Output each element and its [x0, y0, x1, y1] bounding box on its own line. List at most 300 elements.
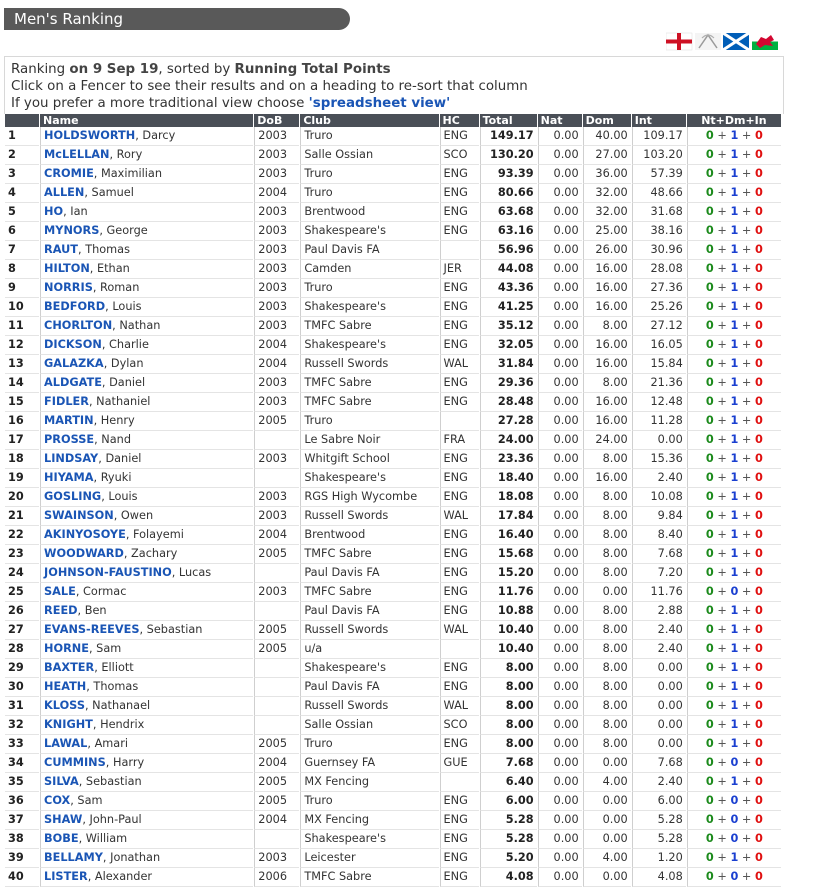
fencer-link[interactable]	[44, 433, 131, 446]
in-count: 0	[754, 414, 763, 427]
fencer-firstname-sep: ,	[135, 129, 143, 142]
fencer-link[interactable]	[44, 661, 134, 674]
club-cell: Truro	[300, 165, 438, 184]
fencer-firstname: Louis	[108, 490, 138, 503]
fencer-link[interactable]	[44, 319, 160, 332]
fencer-surname: HILTON	[44, 262, 90, 275]
fencer-firstname: Darcy	[142, 129, 176, 142]
nat-cell: 0.00	[538, 830, 582, 849]
ndi-cell	[687, 621, 781, 640]
in-count: 0	[754, 281, 763, 294]
hc-cell: ENG	[440, 393, 479, 412]
fencer-name-cell	[40, 298, 253, 317]
col-header-hc[interactable]: HC	[440, 114, 479, 127]
club-cell: Camden	[300, 260, 438, 279]
dom-cell: 8.00	[583, 564, 631, 583]
fencer-link[interactable]	[44, 471, 131, 484]
scotland-flag-icon[interactable]	[723, 33, 749, 50]
nt-count: 0	[705, 338, 714, 351]
plus-sign: +	[713, 851, 731, 864]
fencer-firstname: Elliott	[101, 661, 134, 674]
fencer-link[interactable]	[44, 452, 141, 465]
fencer-link[interactable]	[44, 566, 211, 579]
ndi-cell	[687, 773, 781, 792]
table-row	[5, 279, 781, 298]
fencer-firstname: Nathan	[119, 319, 161, 332]
dm-count: 1	[730, 471, 739, 484]
fencer-link[interactable]	[44, 699, 150, 712]
club-cell: Truro	[300, 735, 438, 754]
ndi-cell	[687, 716, 781, 735]
ndi-cell	[687, 678, 781, 697]
hc-cell: SCO	[440, 716, 479, 735]
dom-cell: 16.00	[583, 336, 631, 355]
rank-position: 3	[5, 165, 39, 184]
fencer-link[interactable]	[44, 148, 142, 161]
ndi-cell	[687, 241, 781, 260]
plus-sign: +	[738, 376, 755, 389]
col-header-pos[interactable]	[5, 114, 39, 127]
fencer-link[interactable]	[44, 547, 177, 560]
int-cell: 0.00	[632, 735, 686, 754]
fencer-firstname-sep: ,	[93, 471, 101, 484]
rank-position: 6	[5, 222, 39, 241]
dom-cell: 8.00	[583, 678, 631, 697]
fencer-name-cell	[40, 488, 253, 507]
dom-cell: 40.00	[583, 127, 631, 146]
hc-cell: WAL	[440, 355, 479, 374]
plus-sign: +	[738, 395, 755, 408]
nt-count: 0	[705, 794, 714, 807]
fencer-surname: SWAINSON	[44, 509, 114, 522]
dob-cell	[254, 564, 299, 583]
fencer-name-cell	[40, 754, 253, 773]
fencer-link[interactable]	[44, 376, 145, 389]
fencer-link[interactable]	[44, 585, 126, 598]
col-header-dom[interactable]: Dom	[583, 114, 631, 127]
hc-cell: ENG	[440, 279, 479, 298]
fencer-firstname: Harry	[112, 756, 145, 769]
int-cell: 11.76	[632, 583, 686, 602]
ndi-cell	[687, 659, 781, 678]
plus-sign: +	[713, 129, 731, 142]
int-cell: 0.00	[632, 431, 686, 450]
col-header-club[interactable]: Club	[300, 114, 438, 127]
hc-cell: ENG	[440, 811, 479, 830]
total-cell: 17.84	[480, 507, 537, 526]
table-row	[5, 640, 781, 659]
table-row	[5, 868, 781, 887]
fencer-name-cell	[40, 735, 253, 754]
dom-cell: 8.00	[583, 602, 631, 621]
fencer-link[interactable]	[44, 794, 103, 807]
fencer-link[interactable]	[44, 528, 184, 541]
hc-cell: ENG	[440, 336, 479, 355]
dob-cell: 2003	[254, 849, 299, 868]
nat-cell: 0.00	[538, 317, 582, 336]
wales-flag-icon[interactable]	[752, 33, 778, 50]
plus-sign: +	[738, 167, 755, 180]
nt-count: 0	[705, 680, 714, 693]
ireland-harp-flag-icon[interactable]	[695, 33, 721, 50]
dm-count: 1	[730, 243, 739, 256]
ndi-cell	[687, 317, 781, 336]
sort-criterion: Running Total Points	[234, 62, 391, 77]
rank-position: 1	[5, 127, 39, 146]
dom-cell: 32.00	[583, 184, 631, 203]
plus-sign: +	[738, 490, 755, 503]
plus-sign: +	[713, 414, 731, 427]
fencer-firstname: Louis	[112, 300, 142, 313]
dob-cell	[254, 659, 299, 678]
nt-count: 0	[705, 433, 714, 446]
ndi-cell	[687, 450, 781, 469]
dom-cell: 8.00	[583, 621, 631, 640]
club-cell: Le Sabre Noir	[300, 431, 438, 450]
table-row	[5, 773, 781, 792]
hc-cell: ENG	[440, 222, 479, 241]
ndi-cell	[687, 127, 781, 146]
total-cell: 63.68	[480, 203, 537, 222]
fencer-link[interactable]	[44, 186, 134, 199]
hc-cell: ENG	[440, 526, 479, 545]
rank-position: 23	[5, 545, 39, 564]
total-cell: 35.12	[480, 317, 537, 336]
plus-sign: +	[738, 756, 755, 769]
nt-count: 0	[705, 756, 714, 769]
fencer-firstname: Amari	[94, 737, 129, 750]
plus-sign: +	[738, 623, 755, 636]
hc-cell: WAL	[440, 697, 479, 716]
dom-cell: 8.00	[583, 450, 631, 469]
dm-count: 1	[730, 775, 739, 788]
fencer-link[interactable]	[44, 490, 138, 503]
nat-cell: 0.00	[538, 431, 582, 450]
in-count: 0	[754, 186, 763, 199]
nat-cell: 0.00	[538, 222, 582, 241]
dob-cell	[254, 830, 299, 849]
int-cell: 1.20	[632, 849, 686, 868]
fencer-link[interactable]	[44, 129, 175, 142]
plus-sign: +	[713, 167, 731, 180]
fencer-link[interactable]	[44, 718, 144, 731]
fencer-name-cell	[40, 336, 253, 355]
table-row	[5, 127, 781, 146]
nat-cell: 0.00	[538, 754, 582, 773]
fencer-link[interactable]	[44, 756, 144, 769]
int-cell: 27.36	[632, 279, 686, 298]
col-header-total[interactable]: Total	[480, 114, 537, 127]
plus-sign: +	[713, 243, 731, 256]
nat-cell: 0.00	[538, 488, 582, 507]
fencer-link[interactable]	[44, 775, 142, 788]
col-header-ndi[interactable]: Nt+Dm+In	[687, 114, 781, 127]
fencer-firstname: George	[106, 224, 148, 237]
plus-sign: +	[713, 319, 731, 332]
ndi-cell	[687, 431, 781, 450]
club-cell: Paul Davis FA	[300, 602, 438, 621]
plus-sign: +	[713, 205, 731, 218]
rank-position: 16	[5, 412, 39, 431]
fencer-firstname-sep: ,	[63, 205, 71, 218]
table-row	[5, 412, 781, 431]
rank-position: 18	[5, 450, 39, 469]
fencer-firstname: Sam	[96, 642, 122, 655]
fencer-firstname-sep: ,	[125, 528, 133, 541]
in-count: 0	[754, 832, 763, 845]
rank-position: 12	[5, 336, 39, 355]
rank-position: 17	[5, 431, 39, 450]
fencer-link[interactable]	[44, 813, 142, 826]
dm-count: 0	[730, 585, 739, 598]
fencer-surname: HO	[44, 205, 64, 218]
in-count: 0	[754, 300, 763, 313]
in-count: 0	[754, 395, 763, 408]
plus-sign: +	[713, 566, 731, 579]
plus-sign: +	[738, 357, 755, 370]
club-cell: Russell Swords	[300, 621, 438, 640]
rank-position: 35	[5, 773, 39, 792]
ndi-cell	[687, 184, 781, 203]
nt-count: 0	[705, 471, 714, 484]
nat-cell: 0.00	[538, 127, 582, 146]
fencer-firstname: Nand	[101, 433, 132, 446]
dob-cell: 2003	[254, 488, 299, 507]
dom-cell: 0.00	[583, 792, 631, 811]
hc-cell: ENG	[440, 659, 479, 678]
rank-position: 26	[5, 602, 39, 621]
int-cell: 2.40	[632, 621, 686, 640]
plus-sign: +	[738, 148, 755, 161]
total-cell: 41.25	[480, 298, 537, 317]
fencer-link[interactable]	[44, 338, 149, 351]
fencer-name-cell	[40, 222, 253, 241]
total-cell: 5.28	[480, 811, 537, 830]
int-cell: 7.68	[632, 754, 686, 773]
club-cell: MX Fencing	[300, 811, 438, 830]
dob-cell: 2005	[254, 640, 299, 659]
col-header-nat[interactable]: Nat	[538, 114, 582, 127]
nt-count: 0	[705, 547, 714, 560]
dm-count: 0	[730, 756, 739, 769]
plus-sign: +	[713, 471, 731, 484]
dm-count: 1	[730, 376, 739, 389]
fencer-name-cell	[40, 412, 253, 431]
fencer-link[interactable]	[44, 604, 107, 617]
hc-cell: ENG	[440, 830, 479, 849]
in-count: 0	[754, 851, 763, 864]
dm-count: 1	[730, 186, 739, 199]
fencer-link[interactable]	[44, 509, 153, 522]
table-row	[5, 336, 781, 355]
fencer-firstname: Daniel	[105, 452, 142, 465]
table-row	[5, 184, 781, 203]
dob-cell: 2003	[254, 583, 299, 602]
fencer-link[interactable]	[44, 167, 162, 180]
fencer-link[interactable]	[44, 870, 152, 883]
table-row	[5, 526, 781, 545]
plus-sign: +	[738, 281, 755, 294]
fencer-firstname-sep: ,	[112, 319, 120, 332]
ndi-cell	[687, 298, 781, 317]
plus-sign: +	[738, 832, 755, 845]
hc-cell: ENG	[440, 488, 479, 507]
in-count: 0	[754, 471, 763, 484]
dm-count: 1	[730, 300, 739, 313]
spreadsheet-view-link[interactable]: 'spreadsheet view'	[308, 96, 451, 111]
nt-count: 0	[705, 281, 714, 294]
int-cell: 103.20	[632, 146, 686, 165]
nt-count: 0	[705, 414, 714, 427]
fencer-surname: COX	[44, 794, 71, 807]
club-cell: TMFC Sabre	[300, 545, 438, 564]
in-count: 0	[754, 262, 763, 275]
fencer-link[interactable]	[44, 357, 143, 370]
total-cell: 10.40	[480, 640, 537, 659]
hc-cell: WAL	[440, 507, 479, 526]
ndi-cell	[687, 279, 781, 298]
plus-sign: +	[713, 528, 731, 541]
total-cell: 24.00	[480, 431, 537, 450]
dom-cell: 4.00	[583, 849, 631, 868]
plus-sign: +	[738, 186, 755, 199]
rank-position: 11	[5, 317, 39, 336]
col-header-name[interactable]: Name	[40, 114, 253, 127]
fencer-link[interactable]	[44, 737, 128, 750]
table-row	[5, 469, 781, 488]
country-flags	[666, 30, 781, 52]
dob-cell: 2004	[254, 184, 299, 203]
ndi-cell	[687, 811, 781, 830]
fencer-link[interactable]	[44, 395, 150, 408]
rank-position: 7	[5, 241, 39, 260]
table-row	[5, 298, 781, 317]
fencer-link[interactable]	[44, 243, 130, 256]
dom-cell: 8.00	[583, 374, 631, 393]
int-cell: 16.05	[632, 336, 686, 355]
plus-sign: +	[713, 775, 731, 788]
club-cell: TMFC Sabre	[300, 393, 438, 412]
plus-sign: +	[738, 319, 755, 332]
nt-count: 0	[705, 851, 714, 864]
hc-cell: ENG	[440, 469, 479, 488]
plus-sign: +	[738, 718, 755, 731]
fencer-name-cell	[40, 830, 253, 849]
club-cell: Shakespeare's	[300, 830, 438, 849]
fencer-link[interactable]	[44, 281, 139, 294]
plus-sign: +	[738, 661, 755, 674]
int-cell: 9.84	[632, 507, 686, 526]
dom-cell: 8.00	[583, 697, 631, 716]
fencer-surname: REED	[44, 604, 78, 617]
dm-count: 1	[730, 167, 739, 180]
fencer-name-cell	[40, 393, 253, 412]
hc-cell: ENG	[440, 602, 479, 621]
fencer-link[interactable]	[44, 414, 135, 427]
dm-count: 1	[730, 129, 739, 142]
nt-count: 0	[705, 509, 714, 522]
england-flag-icon[interactable]	[666, 33, 692, 50]
fencer-link[interactable]	[44, 205, 88, 218]
fencer-name-cell	[40, 146, 253, 165]
fencer-link[interactable]	[44, 680, 138, 693]
fencer-firstname-sep: ,	[84, 186, 92, 199]
in-count: 0	[754, 623, 763, 636]
total-cell: 32.05	[480, 336, 537, 355]
rank-position: 21	[5, 507, 39, 526]
fencer-link[interactable]	[44, 851, 160, 864]
fencer-firstname: Thomas	[85, 243, 130, 256]
in-count: 0	[754, 737, 763, 750]
total-cell: 8.00	[480, 697, 537, 716]
fencer-link[interactable]	[44, 262, 130, 275]
plus-sign: +	[713, 262, 731, 275]
fencer-firstname-sep: ,	[171, 566, 179, 579]
dm-count: 1	[730, 699, 739, 712]
plus-sign: +	[713, 756, 731, 769]
dm-count: 1	[730, 281, 739, 294]
fencer-firstname-sep: ,	[88, 642, 97, 655]
dob-cell: 2003	[254, 374, 299, 393]
dob-cell: 2004	[254, 811, 299, 830]
fencer-firstname: Ethan	[96, 262, 130, 275]
plus-sign: +	[738, 642, 755, 655]
fencer-firstname-sep: ,	[87, 870, 95, 883]
club-cell: Russell Swords	[300, 355, 438, 374]
int-cell: 7.20	[632, 564, 686, 583]
col-header-int[interactable]: Int	[632, 114, 686, 127]
fencer-link[interactable]	[44, 623, 202, 636]
fencer-link[interactable]	[44, 300, 142, 313]
dom-cell: 16.00	[583, 355, 631, 374]
club-cell: Leicester	[300, 849, 438, 868]
club-cell: Guernsey FA	[300, 754, 438, 773]
fencer-surname: LAWAL	[44, 737, 88, 750]
nt-count: 0	[705, 186, 714, 199]
ndi-cell	[687, 792, 781, 811]
in-count: 0	[754, 319, 763, 332]
dob-cell: 2005	[254, 792, 299, 811]
fencer-surname: BAXTER	[44, 661, 95, 674]
plus-sign: +	[713, 585, 731, 598]
in-count: 0	[754, 547, 763, 560]
fencer-firstname: Sebastian	[85, 775, 142, 788]
fencer-name-cell	[40, 602, 253, 621]
fencer-firstname-sep: ,	[101, 490, 109, 503]
rank-position: 40	[5, 868, 39, 887]
int-cell: 4.08	[632, 868, 686, 887]
fencer-name-cell	[40, 564, 253, 583]
plus-sign: +	[738, 452, 755, 465]
rank-position: 13	[5, 355, 39, 374]
ndi-cell	[687, 545, 781, 564]
fencer-link[interactable]	[44, 832, 127, 845]
dm-count: 1	[730, 623, 739, 636]
plus-sign: +	[713, 490, 731, 503]
fencer-firstname-sep: ,	[105, 756, 113, 769]
fencer-surname: LISTER	[44, 870, 88, 883]
int-cell: 7.68	[632, 545, 686, 564]
dob-cell	[254, 697, 299, 716]
page-title	[4, 8, 350, 30]
dm-count: 1	[730, 224, 739, 237]
fencer-name-cell	[40, 868, 253, 887]
plus-sign: +	[713, 452, 731, 465]
fencer-link[interactable]	[44, 642, 121, 655]
col-header-dob[interactable]: DoB	[254, 114, 299, 127]
fencer-link[interactable]	[44, 224, 148, 237]
hc-cell: ENG	[440, 184, 479, 203]
